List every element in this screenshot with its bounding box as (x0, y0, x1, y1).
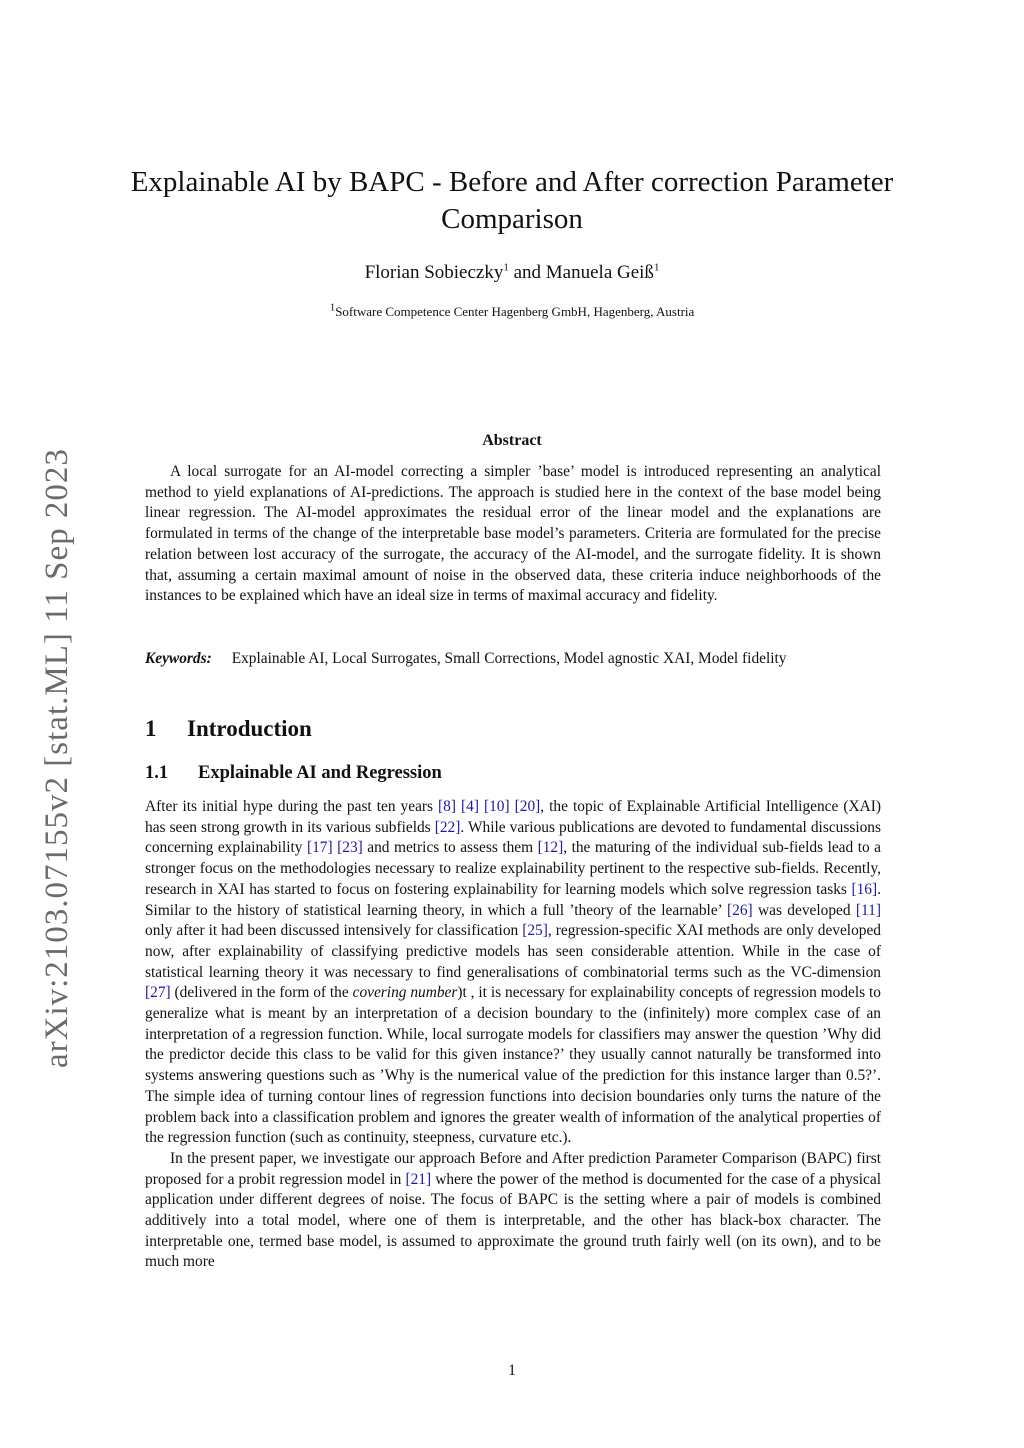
keywords-block (145, 649, 881, 670)
author-list (0, 262, 1024, 284)
page-number: 1 (508, 1362, 516, 1379)
text-run: where the power of the method is documented for the case of a physical application under different degrees of noise. The focus of BAPC is the setting where a pair of models is combined additively into a total model, where one of them is interpretable, and the other has black-box character. The interpretable one, termed base model, is assumed to approximate the ground truth fairly well (on its own), and to be much more (145, 1170, 881, 1271)
section-heading-introduction (145, 716, 312, 742)
affiliation (0, 301, 1024, 320)
citation-link[interactable]: [21] (405, 1170, 432, 1188)
text-run: only after it had been discussed intensively for classification (145, 922, 523, 940)
abstract-text: A local surrogate for an AI-model correcting a simpler ’base’ model is introduced representing an analytical method to yield explanations of AI-predictions. The approach is studied here in the context of the base model being linear regression. The AI-model approximates the residual error of the linear model and the explanations are formulated in terms of the change of the interpretable base model’s parameters. Criteria are formulated for the precise relation between lost accuracy of the surrogate, the accuracy of the AI-model, and the surrogate fidelity. It is shown that, assuming a certain maximal amount of noise in the observed data, these criteria induce neighborhoods of the instances to be explained which have an ideal size in terms of maximal accuracy and fidelity. (145, 463, 881, 605)
citation-link[interactable]: [12] (537, 839, 564, 857)
text-run: and metrics to assess them (362, 839, 538, 857)
subsection-number: 1.1 (145, 763, 169, 783)
intro-paragraph-1 (145, 797, 881, 1149)
subsection-title: Explainable AI and Regression (198, 763, 442, 783)
author-1-affil-mark: 1 (503, 261, 509, 274)
text-run: , the maturing of the individual sub-fields lead to a stronger focus on the methodologies necessary to realize explainability pertinent to the respective sub-fields. Recently, research in XAI has started to focus on fostering explainability for learning models which solve regression tasks (145, 839, 881, 898)
arxiv-identifier: arXiv:2103.07155v2 [stat.ML] 11 Sep 2023 (39, 448, 75, 1068)
text-run: )t , it is necessary for explainability concepts of regression models to generalize what is meant by an interpretation of a decision boundary to the (infinitely) more complex case of an interpretation of a regression function. While, local surrogate models for classifiers may answer the question ’Why did the predictor decide this class to be valid for this given instance?’ they usually cannot naturally be transformed into systems answering questions such as ’Why is the numerical value of the prediction for this instance larger than 0.5?’. The simple idea of turning contour lines of regression functions into decision boundaries only turns the nature of the problem back into a classification problem and ignores the greater wealth of information of the analytical properties of the regression function (such as continuity, steepness, curvature etc.). (145, 984, 881, 1147)
intro-paragraph-2 (145, 1149, 881, 1273)
title-line-1: Explainable AI by BAPC - Before and After correction Parameter (130, 166, 894, 198)
section-number: 1 (145, 716, 157, 741)
paper-title (100, 164, 924, 238)
text-run: , the topic of Explainable Artificial Intelligence (XAI) has seen strong growth in its various subfields (145, 798, 881, 836)
affiliation-text: Software Competence Center Hagenberg GmbH, Hagenberg, Austria (335, 304, 695, 319)
citation-link[interactable]: [4] (461, 798, 479, 815)
text-run: . Similar to the history of statistical learning theory, in which a full ’theory of the learnable’ (145, 880, 881, 919)
citation-link[interactable]: [17] (306, 839, 333, 857)
author-2-affil-mark: 1 (653, 261, 660, 274)
keywords-text: Explainable AI, Local Surrogates, Small Corrections, Model agnostic XAI, Model fidelity (231, 650, 787, 667)
text-run: , regression-specific XAI methods are only developed now, after explainability of classifying predictive models has seen considerable attention. While in the case of statistical learning theory it was necessary to find generalisations of combinatorial terms such as the VC-dimension (145, 922, 881, 981)
citation-link[interactable]: [20] (514, 798, 541, 815)
citation-link[interactable]: [22] (434, 818, 461, 836)
affiliation-mark: 1 (329, 301, 336, 314)
citation-link[interactable]: [10] (483, 798, 510, 815)
citation-link[interactable]: [25] (522, 922, 548, 940)
author-conjunction: and (508, 262, 546, 283)
citation-link[interactable]: [11] (855, 901, 881, 919)
citation-link[interactable]: [8] (438, 798, 456, 815)
text-run: . While various publications are devoted to fundamental discussions concerning explainability (145, 818, 881, 857)
text-run: After its initial hype during the past ten years (145, 798, 439, 815)
abstract-body (145, 462, 881, 607)
text-run: was developed (752, 901, 856, 919)
keywords-label: Keywords: (145, 650, 212, 667)
author-1: Florian Sobieczky (364, 262, 504, 283)
title-line-2: Comparison (441, 203, 583, 235)
citation-link[interactable]: [26] (727, 901, 753, 919)
text-run: (delivered in the form of the (170, 984, 353, 1002)
text-run: In the present paper, we investigate our approach Before and After prediction Parameter Comparison (BAPC) first proposed for a probit regression model in (145, 1149, 881, 1188)
section-title: Introduction (187, 716, 312, 741)
citation-link[interactable]: [27] (145, 984, 171, 1002)
introduction-body (145, 797, 881, 1273)
subsection-heading (145, 763, 442, 784)
italic-term: covering number (352, 984, 458, 1002)
citation-link[interactable]: [16] (851, 880, 878, 898)
abstract-heading: Abstract (482, 432, 542, 449)
citation-link[interactable]: [23] (337, 839, 363, 857)
author-2: Manuela Geiß (545, 262, 654, 283)
